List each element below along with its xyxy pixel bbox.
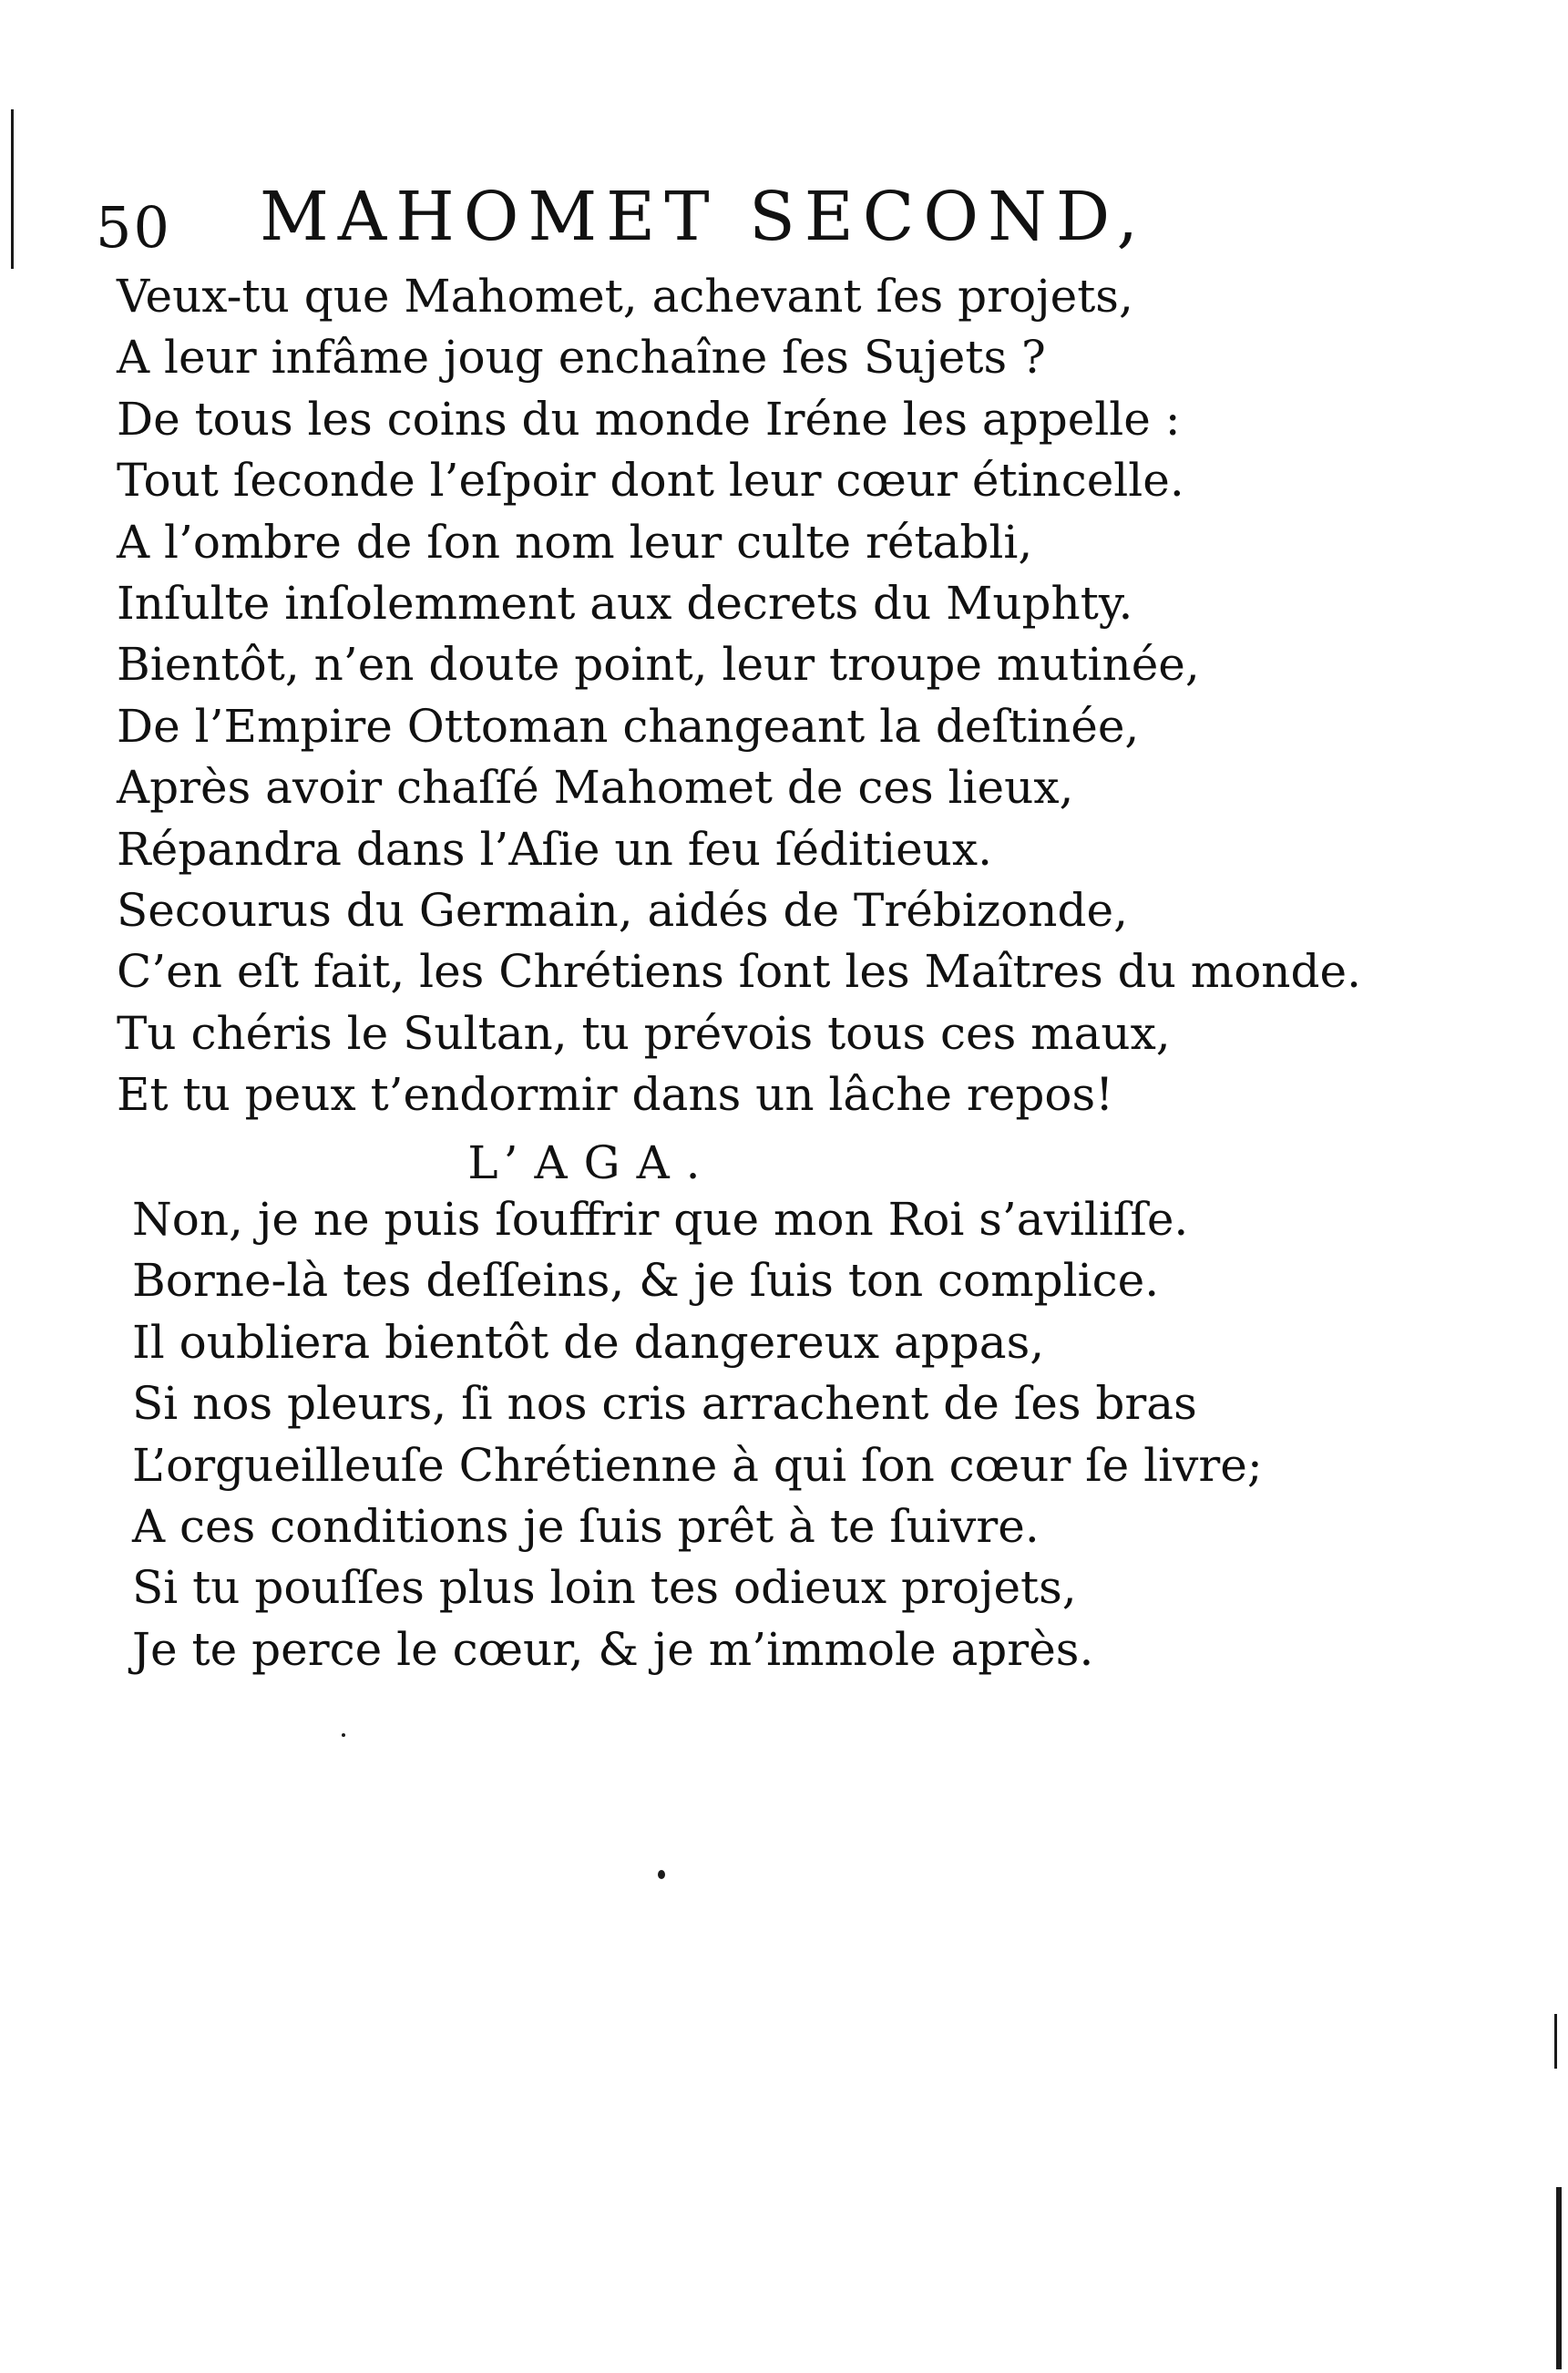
verse-line: Si tu pouſſes plus loin tes odieux projets, (132, 1561, 1077, 1615)
verse-line: Il oubliera bientôt de dangereux appas, (132, 1315, 1045, 1369)
verse-line: Tu chéris le Sultan, tu prévois tous ces maux, (117, 1006, 1171, 1060)
scan-speck (658, 1870, 665, 1879)
verse-line: Je te perce le cœur, & je m’immole après. (132, 1622, 1094, 1676)
verse-line: Répandra dans l’Aſie un feu ſéditieux. (117, 822, 992, 876)
scan-edge-mark-left (11, 109, 14, 269)
verse-line: Et tu peux t’endormir dans un lâche repos! (117, 1068, 1114, 1122)
verse-line: L’orgueilleuſe Chrétienne à qui ſon cœur ſe livre; (132, 1438, 1263, 1492)
verse-line: C’en eſt fait, les Chrétiens ſont les Maîtres du monde. (117, 945, 1361, 999)
verse-line: Veux-tu que Mahomet, achevant ſes projets, (117, 270, 1133, 323)
verse-line: A leur infâme joug enchaîne ſes Sujets ? (117, 331, 1046, 385)
scan-edge-mark-right-lower (1556, 2187, 1562, 2369)
verse-line: Tout ſeconde l’eſpoir dont leur cœur étincelle. (117, 454, 1184, 508)
verse-line: Si nos pleurs, ſi nos cris arrachent de ſes bras (132, 1377, 1197, 1431)
speaker-name: L’AGA. (467, 1136, 717, 1189)
verse-line: Secourus du Germain, aidés de Trébizonde, (117, 883, 1128, 937)
verse-line: Inſulte inſolemment aux decrets du Muphty. (117, 576, 1133, 630)
verse-line: Non, je ne puis ſouffrir que mon Roi s’aviliſſe. (132, 1193, 1189, 1246)
running-title: MAHOMET SECOND, (260, 178, 1148, 256)
scan-speck (342, 1733, 345, 1737)
verse-line: A l’ombre de ſon nom leur culte rétabli, (117, 515, 1033, 569)
page-number: 50 (96, 194, 171, 261)
scan-edge-mark-right-upper (1554, 2014, 1557, 2069)
running-head (96, 178, 1189, 269)
verse-block-1 (117, 266, 1361, 1125)
verse-line: Après avoir chaſſé Mahomet de ces lieux, (117, 761, 1074, 815)
verse-line: A ces conditions je ſuis prêt à te ſuivre. (132, 1499, 1040, 1553)
verse-line: Bientôt, n’en doute point, leur troupe mutinée, (117, 638, 1200, 692)
verse-line: De tous les coins du monde Iréne les appelle : (117, 392, 1181, 446)
verse-line: Borne-là tes deſſeins, & je ſuis ton complice. (132, 1254, 1160, 1308)
verse-block-2 (132, 1189, 1263, 1680)
verse-line: De l’Empire Ottoman changeant la deſtinée, (117, 699, 1140, 753)
